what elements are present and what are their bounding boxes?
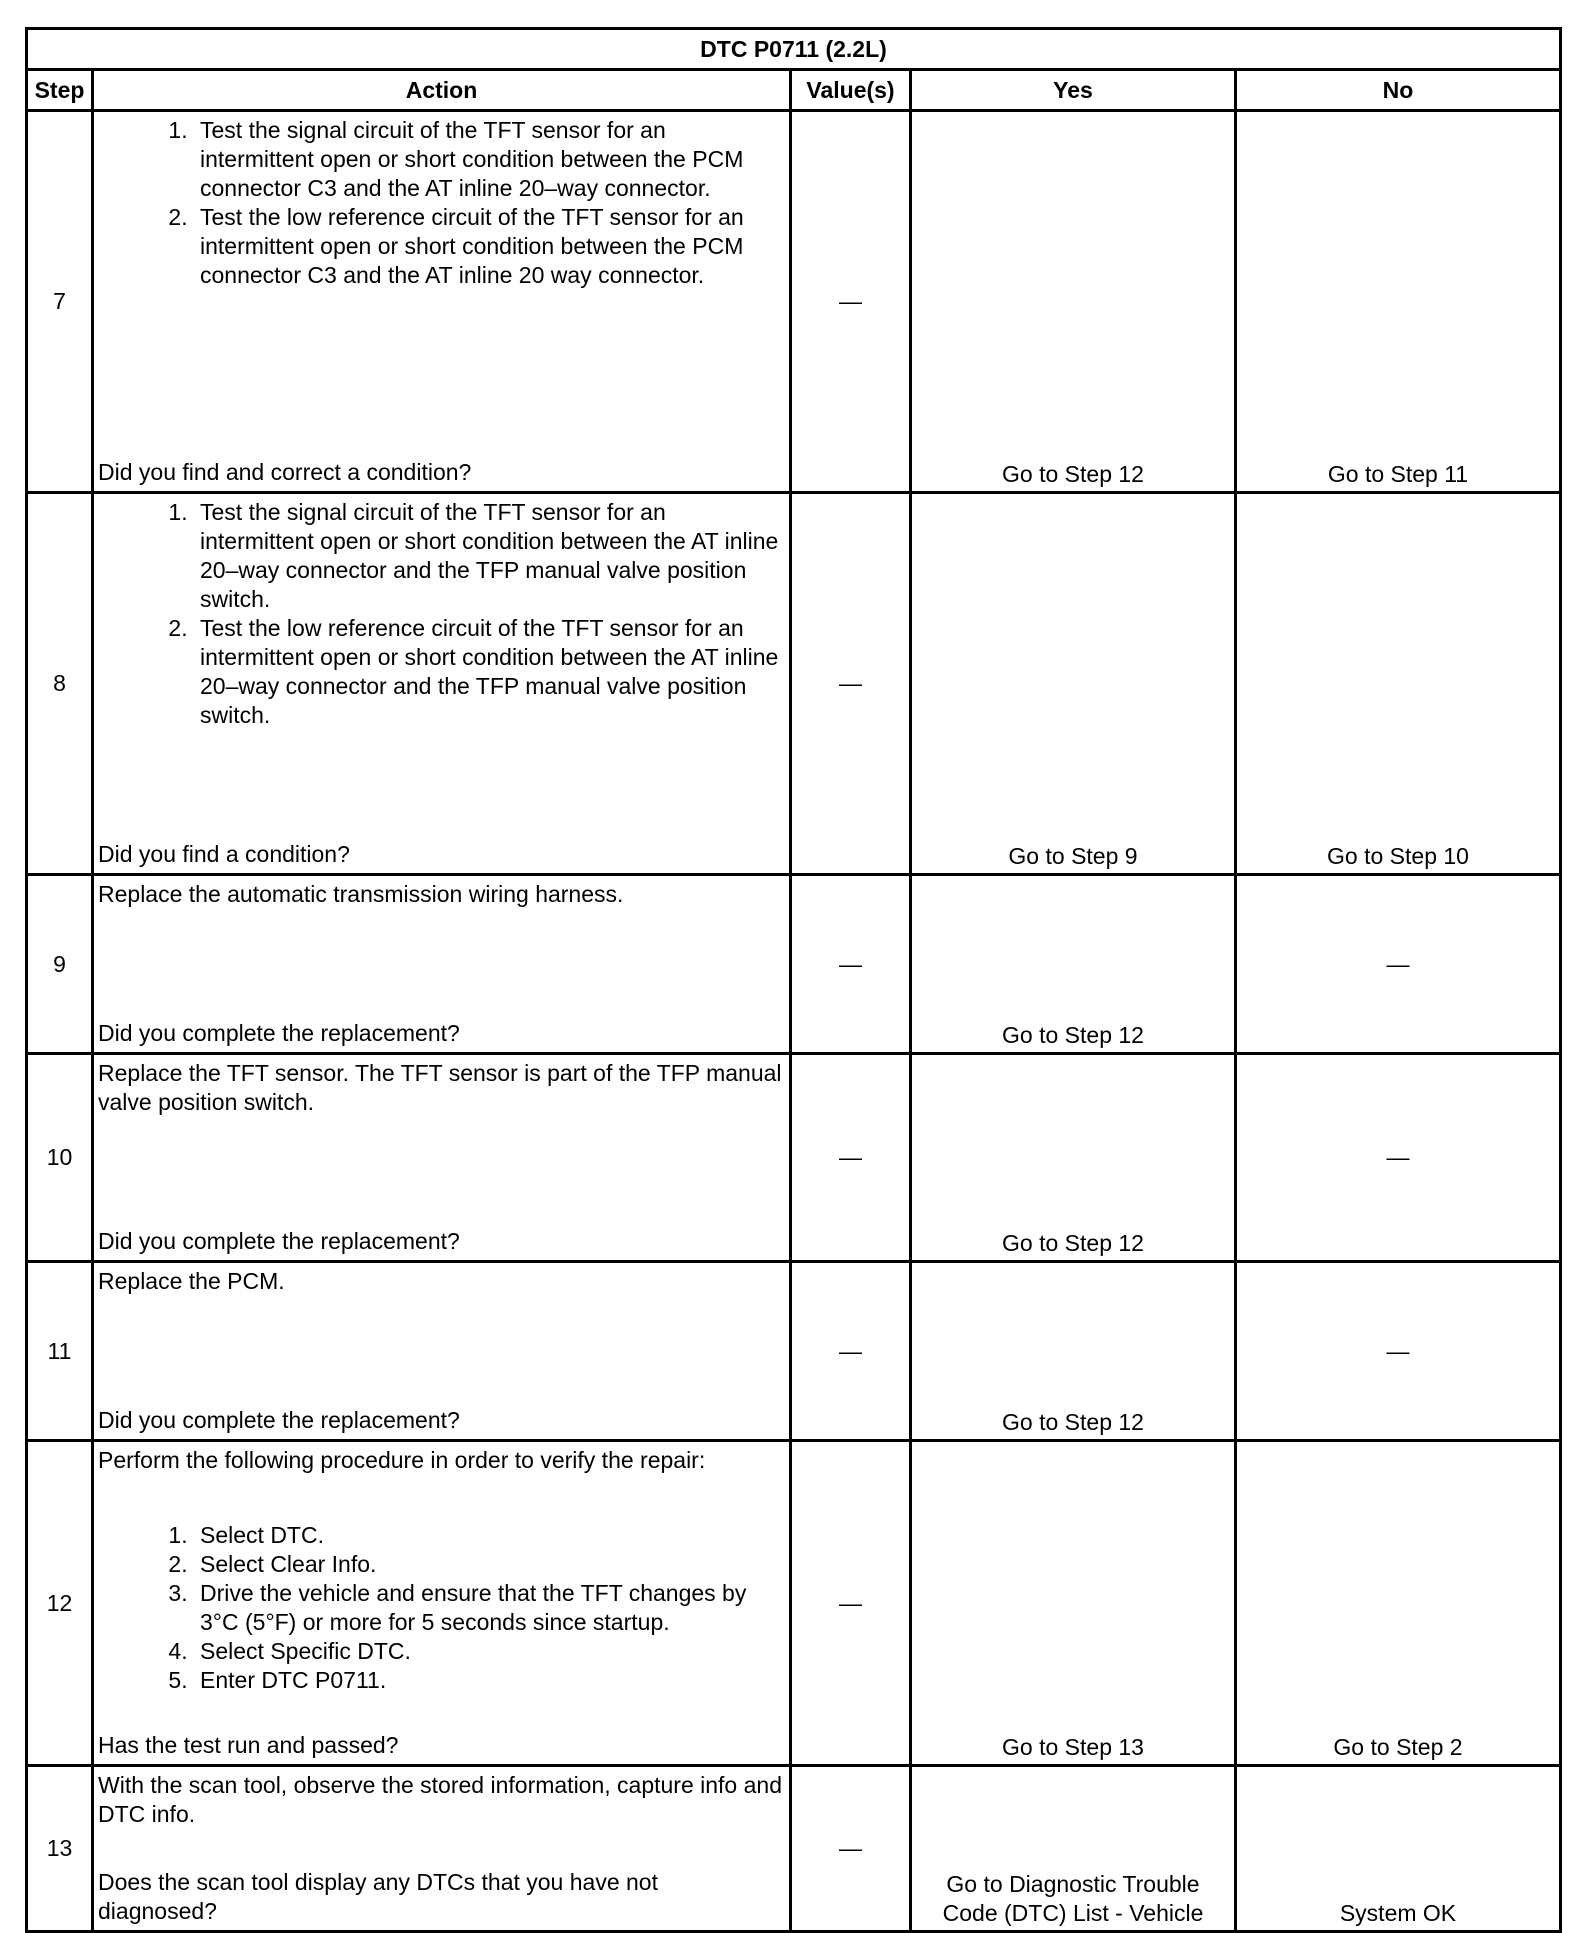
list-item: 5. Enter DTC P0711. <box>194 1666 783 1695</box>
table-row <box>27 493 1561 875</box>
list-item: 1. Test the signal circuit of the TFT sensor for an intermittent open or short condition between the AT inline 20–way connector and the TFP manual valve position switch. <box>194 498 783 614</box>
step-number: 7 <box>27 111 93 493</box>
yes-cell: Go to Step 12 <box>911 875 1236 1054</box>
list-item: 2. Test the low reference circuit of the TFT sensor for an intermittent open or short condition between the AT inline 20–way connector and the TFP manual valve position switch. <box>194 614 783 730</box>
list-item: 1. Test the signal circuit of the TFT sensor for an intermittent open or short condition between the PCM connector C3 and the AT inline 20–way connector. <box>194 116 783 203</box>
action-cell <box>93 1766 791 1932</box>
action-cell <box>93 875 791 1054</box>
action-question: Did you find and correct a condition? <box>98 459 472 485</box>
header-yes: Yes <box>911 70 1236 111</box>
no-cell: Go to Step 2 <box>1236 1441 1561 1766</box>
action-text: Replace the TFT sensor. The TFT sensor is part of the TFP manual valve position switch. <box>98 1060 782 1115</box>
table-row <box>27 111 1561 493</box>
no-cell: — <box>1236 1262 1561 1441</box>
action-cell <box>93 1054 791 1262</box>
step-number: 9 <box>27 875 93 1054</box>
step-number: 8 <box>27 493 93 875</box>
list-item: 4. Select Specific DTC. <box>194 1637 783 1666</box>
yes-cell[interactable]: Go to Diagnostic Trouble Code (DTC) List - Vehicle <box>911 1766 1236 1932</box>
table-row <box>27 875 1561 1054</box>
header-values: Value(s) <box>791 70 911 111</box>
yes-cell: Go to Step 12 <box>911 1054 1236 1262</box>
table-row <box>27 1054 1561 1262</box>
action-text: Replace the automatic transmission wiring harness. <box>98 881 624 907</box>
yes-cell: Go to Step 12 <box>911 111 1236 493</box>
list-item: 2. Select Clear Info. <box>194 1550 783 1579</box>
no-cell: — <box>1236 1054 1561 1262</box>
action-question: Did you complete the replacement? <box>98 1228 460 1254</box>
header-row <box>27 70 1561 111</box>
action-list <box>98 116 783 290</box>
action-list <box>98 498 783 730</box>
no-cell: System OK <box>1236 1766 1561 1932</box>
action-text: With the scan tool, observe the stored information, capture info and DTC info. <box>98 1772 782 1827</box>
table-row <box>27 1262 1561 1441</box>
yes-cell: Go to Step 12 <box>911 1262 1236 1441</box>
table-row <box>27 1766 1561 1932</box>
dtc-table <box>25 27 1562 1933</box>
step-number: 12 <box>27 1441 93 1766</box>
table-title: DTC P0711 (2.2L) <box>27 29 1561 70</box>
no-cell: — <box>1236 875 1561 1054</box>
list-item: 1. Select DTC. <box>194 1521 783 1550</box>
table-row <box>27 1441 1561 1766</box>
action-question: Has the test run and passed? <box>98 1732 399 1758</box>
no-cell: Go to Step 10 <box>1236 493 1561 875</box>
value-cell: — <box>791 1054 911 1262</box>
header-action: Action <box>93 70 791 111</box>
list-item: 3. Drive the vehicle and ensure that the TFT changes by 3°C (5°F) or more for 5 seconds since startup. <box>194 1579 783 1637</box>
value-cell: — <box>791 1766 911 1932</box>
action-question: Did you complete the replacement? <box>98 1020 460 1046</box>
action-text: Replace the PCM. <box>98 1268 285 1294</box>
value-cell: — <box>791 1262 911 1441</box>
header-no: No <box>1236 70 1561 111</box>
yes-cell: Go to Step 13 <box>911 1441 1236 1766</box>
no-cell: Go to Step 11 <box>1236 111 1561 493</box>
value-cell: — <box>791 875 911 1054</box>
action-text: Perform the following procedure in order to verify the repair: <box>98 1447 706 1473</box>
header-step: Step <box>27 70 93 111</box>
value-cell: — <box>791 493 911 875</box>
action-cell <box>93 493 791 875</box>
step-number: 13 <box>27 1766 93 1932</box>
value-cell: — <box>791 1441 911 1766</box>
action-cell <box>93 1441 791 1766</box>
action-list <box>98 1521 783 1695</box>
yes-cell: Go to Step 9 <box>911 493 1236 875</box>
step-number: 11 <box>27 1262 93 1441</box>
value-cell: — <box>791 111 911 493</box>
action-question: Does the scan tool display any DTCs that you have not diagnosed? <box>98 1869 658 1924</box>
step-number: 10 <box>27 1054 93 1262</box>
action-question: Did you find a condition? <box>98 841 350 867</box>
action-cell <box>93 1262 791 1441</box>
list-item: 2. Test the low reference circuit of the TFT sensor for an intermittent open or short condition between the PCM connector C3 and the AT inline 20 way connector. <box>194 203 783 290</box>
action-question: Did you complete the replacement? <box>98 1407 460 1433</box>
action-cell <box>93 111 791 493</box>
